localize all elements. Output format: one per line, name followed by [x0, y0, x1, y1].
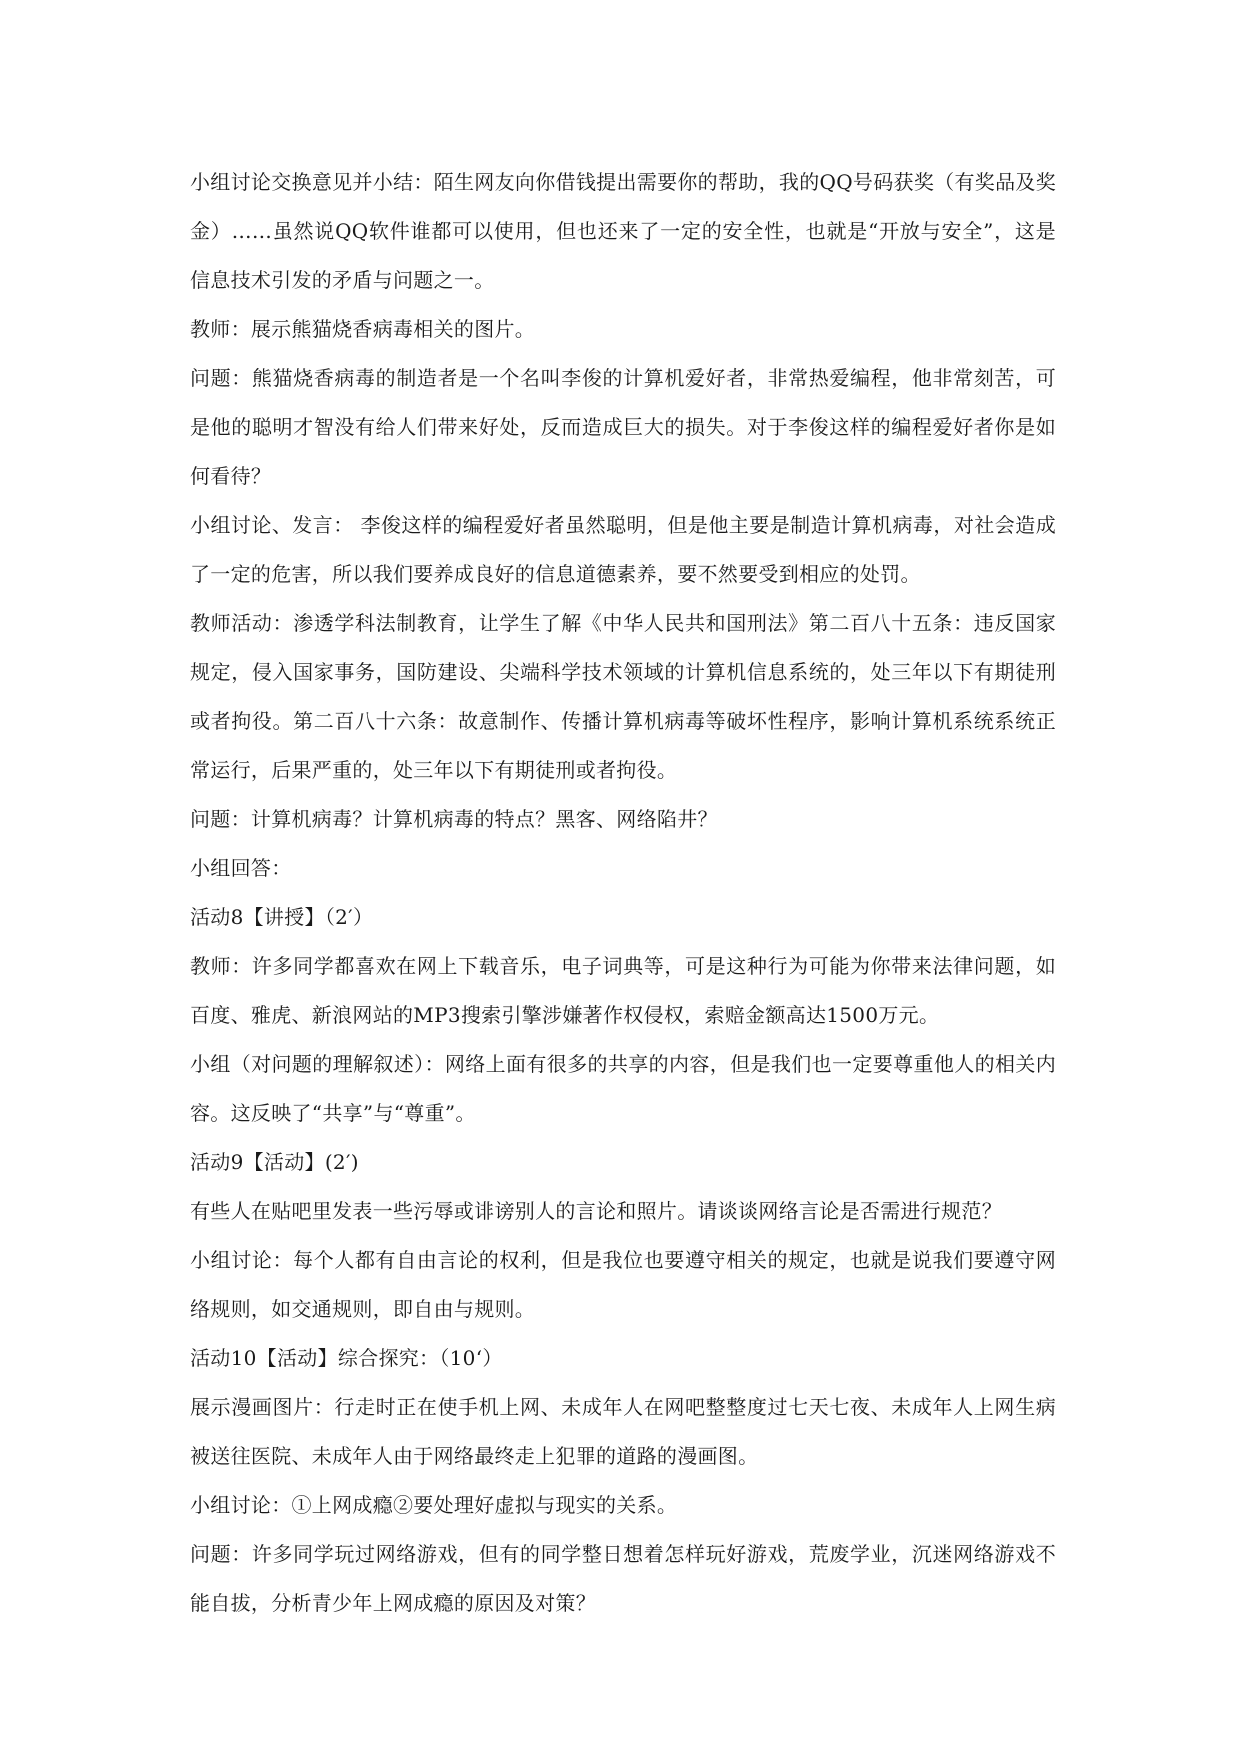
- paragraph-teacher-download-music: 教师：许多同学都喜欢在网上下载音乐，电子词典等，可是这种行为可能为你带来法律问题，如百度、雅虎、新浪网站的MP3搜索引擎涉嫌著作权侵权，索赔金额高达1500万元。: [190, 954, 1056, 1027]
- heading-activity-10: 活动10【活动】综合探究：（10‘）: [190, 1346, 503, 1370]
- document-body: [190, 158, 1056, 1628]
- paragraph-teacher-show-pictures: 教师：展示熊猫烧香病毒相关的图片。: [190, 317, 536, 341]
- paragraph-group-share-respect: 小组（对问题的理解叙述）：网络上面有很多的共享的内容，但是我们也一定要尊重他人的相关内容。这反映了“共享”与“尊重”。: [190, 1052, 1056, 1125]
- paragraph-question-online-games: 问题：许多同学玩过网络游戏，但有的同学整日想着怎样玩好游戏，荒废学业，沉迷网络游戏不能自拔，分析青少年上网成瘾的原因及对策？: [190, 1542, 1056, 1615]
- paragraph-group-freedom-rules: 小组讨论：每个人都有自由言论的权利，但是我位也要遵守相关的规定，也就是说我们要遵守网络规则，如交通规则，即自由与规则。: [190, 1248, 1056, 1321]
- paragraph-forum-speech: 有些人在贴吧里发表一些污辱或诽谤别人的言论和照片。请谈谈网络言论是否需进行规范？: [190, 1199, 1002, 1223]
- paragraph-group-addiction: 小组讨论：①上网成瘾②要处理好虚拟与现实的关系。: [190, 1493, 678, 1517]
- heading-activity-9: 活动9【活动】(2′): [190, 1150, 359, 1174]
- paragraph-group-discussion-speech: 小组讨论、发言： 李俊这样的编程爱好者虽然聪明，但是他主要是制造计算机病毒，对社会造成了一定的危害，所以我们要养成良好的信息道德素养，要不然要受到相应的处罚。: [190, 513, 1056, 586]
- paragraph-question-panda-virus: 问题：熊猫烧香病毒的制造者是一个名叫李俊的计算机爱好者，非常热爱编程，他非常刻苦，可是他的聪明才智没有给人们带来好处，反而造成巨大的损失。对于李俊这样的编程爱好者你是如何看待？: [190, 366, 1056, 488]
- paragraph-summary-qq: 小组讨论交换意见并小结：陌生网友向你借钱提出需要你的帮助，我的QQ号码获奖（有奖品及奖金）……虽然说QQ软件谁都可以使用，但也还来了一定的安全性，也就是“开放与安全”，这是信息技术引发的矛盾与问题之一。: [190, 170, 1056, 292]
- paragraph-comic-pictures: 展示漫画图片：行走时正在使手机上网、未成年人在网吧整整度过七天七夜、未成年人上网生病被送往医院、未成年人由于网络最终走上犯罪的道路的漫画图。: [190, 1395, 1056, 1468]
- paragraph-question-virus-features: 问题：计算机病毒？计算机病毒的特点？黑客、网络陷井？: [190, 807, 718, 831]
- paragraph-group-answer: 小组回答：: [190, 856, 292, 880]
- paragraph-teacher-activity-law: 教师活动：渗透学科法制教育，让学生了解《中华人民共和国刑法》第二百八十五条：违反国家规定，侵入国家事务，国防建设、尖端科学技术领域的计算机信息系统的，处三年以下有期徒刑或者拘役。第二百八十六条：故意制作、传播计算机病毒等破坏性程序，影响计算机系统系统正常运行，后果严重的，处三年以下有期徒刑或者拘役。: [190, 611, 1056, 782]
- heading-activity-8: 活动8【讲授】（2′）: [190, 905, 374, 929]
